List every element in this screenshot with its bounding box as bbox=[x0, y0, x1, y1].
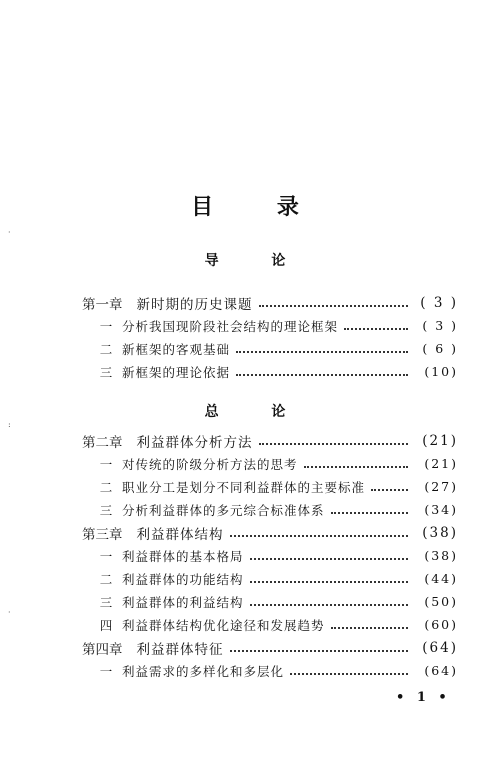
toc-item-row[interactable] bbox=[82, 613, 458, 636]
page-ref: (38) bbox=[422, 524, 458, 541]
entry-title: 利益群体的利益结构 bbox=[122, 594, 244, 610]
page-ref: (64) bbox=[424, 663, 458, 678]
scan-mark: : bbox=[8, 420, 11, 429]
entry-title: 新时期的历史课题 bbox=[136, 296, 253, 313]
dot-leader bbox=[230, 534, 409, 537]
toc-item-row[interactable] bbox=[82, 337, 458, 360]
toc-item-row[interactable] bbox=[82, 567, 458, 590]
toc-item-row[interactable] bbox=[82, 360, 458, 383]
page-ref: (34) bbox=[424, 502, 458, 517]
toc-chapter-row[interactable] bbox=[82, 429, 458, 452]
entry-title: 利益群体结构优化途径和发展趋势 bbox=[122, 617, 325, 633]
toc-section bbox=[82, 291, 458, 383]
dot-leader bbox=[344, 327, 408, 330]
entry-title: 利益群体分析方法 bbox=[136, 434, 253, 451]
toc-item-row[interactable] bbox=[82, 498, 458, 521]
page-ref: (60) bbox=[424, 617, 458, 632]
dot-leader bbox=[250, 557, 408, 560]
scan-mark: · bbox=[8, 228, 11, 237]
toc-chapter-row[interactable] bbox=[82, 521, 458, 544]
page-ref: (38) bbox=[424, 548, 458, 563]
item-number: 二 bbox=[99, 479, 113, 495]
dot-leader bbox=[331, 626, 408, 629]
item-number: 一 bbox=[99, 318, 113, 334]
page-title: 目 录 bbox=[191, 194, 327, 220]
page-ref: (64) bbox=[422, 639, 458, 656]
scan-mark: · bbox=[8, 608, 11, 617]
entry-title: 对传统的阶级分析方法的思考 bbox=[122, 456, 298, 472]
page-ref: ( 3 ) bbox=[422, 318, 458, 333]
chapter-number: 第三章 bbox=[82, 526, 123, 543]
item-number: 一 bbox=[99, 548, 113, 564]
section-heading: 总 论 bbox=[204, 404, 310, 420]
item-number: 三 bbox=[99, 594, 113, 610]
dot-leader bbox=[259, 304, 409, 307]
toc-chapter-row[interactable] bbox=[82, 291, 458, 314]
page-number: • 1 • bbox=[396, 690, 451, 705]
chapter-number: 第四章 bbox=[82, 641, 123, 658]
entry-title: 新框架的理论依据 bbox=[122, 364, 231, 380]
entry-title: 新框架的客观基础 bbox=[122, 341, 231, 357]
page-ref: (21) bbox=[422, 432, 458, 449]
toc-item-row[interactable] bbox=[82, 314, 458, 337]
entry-title: 职业分工是划分不同利益群体的主要标准 bbox=[122, 479, 366, 495]
item-number: 四 bbox=[99, 617, 113, 633]
page-ref: ( 3 ) bbox=[420, 294, 458, 311]
page-ref: (44) bbox=[424, 571, 458, 586]
dot-leader bbox=[331, 511, 408, 514]
dot-leader bbox=[259, 442, 409, 445]
toc-chapter-row[interactable] bbox=[82, 636, 458, 659]
entry-title: 利益群体结构 bbox=[136, 526, 224, 543]
item-number: 二 bbox=[99, 341, 113, 357]
page-ref: (21) bbox=[424, 456, 458, 471]
toc-item-row[interactable] bbox=[82, 659, 458, 682]
dot-leader bbox=[250, 580, 408, 583]
dot-leader bbox=[304, 465, 408, 468]
item-number: 三 bbox=[99, 364, 113, 380]
dot-leader bbox=[371, 488, 408, 491]
toc-item-row[interactable] bbox=[82, 452, 458, 475]
dot-leader bbox=[290, 672, 408, 675]
dot-leader bbox=[250, 603, 408, 606]
toc-item-row[interactable] bbox=[82, 590, 458, 613]
toc-item-row[interactable] bbox=[82, 544, 458, 567]
entry-title: 分析利益群体的多元综合标准体系 bbox=[122, 502, 325, 518]
chapter-number: 第二章 bbox=[82, 434, 123, 451]
page-ref: ( 6 ) bbox=[422, 341, 458, 356]
page-ref: (50) bbox=[424, 594, 458, 609]
entry-title: 利益需求的多样化和多层化 bbox=[122, 663, 285, 679]
toc-item-row[interactable] bbox=[82, 475, 458, 498]
entry-title: 利益群体特征 bbox=[136, 641, 224, 658]
page-ref: (10) bbox=[424, 364, 458, 379]
dot-leader bbox=[236, 350, 408, 353]
item-number: 二 bbox=[99, 571, 113, 587]
toc-section bbox=[82, 429, 458, 682]
item-number: 一 bbox=[99, 456, 113, 472]
dot-leader bbox=[236, 373, 408, 376]
entry-title: 利益群体的基本格局 bbox=[122, 548, 244, 564]
chapter-number: 第一章 bbox=[82, 296, 123, 313]
page-ref: (27) bbox=[424, 479, 458, 494]
item-number: 三 bbox=[99, 502, 113, 518]
section-heading: 导 论 bbox=[204, 253, 310, 269]
entry-title: 分析我国现阶段社会结构的理论框架 bbox=[122, 318, 339, 334]
item-number: 一 bbox=[99, 663, 113, 679]
dot-leader bbox=[230, 649, 409, 652]
entry-title: 利益群体的功能结构 bbox=[122, 571, 244, 587]
